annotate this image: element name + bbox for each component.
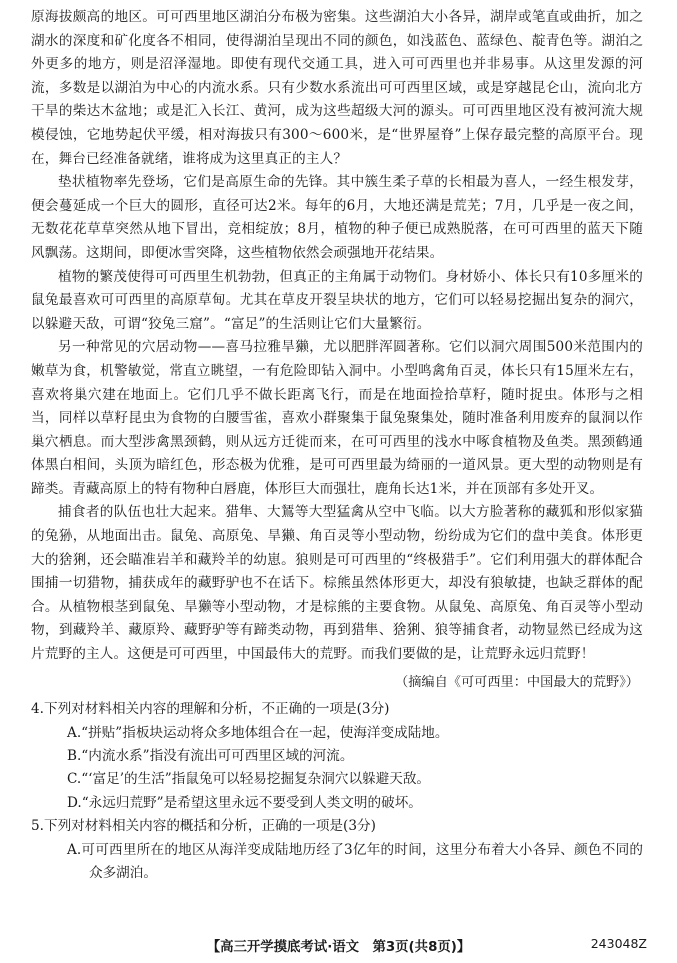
paragraph-2: 垫状植物率先登场，它们是高原生命的先锋。其中簇生柔子草的长相最为喜人，一经生根发芽，便会蔓延成一个巨大的圆形，直径可达2米。每年的6月，大地还满是荒芜；7月，几乎是一夜之间，无数花花草草突然从地下冒出，竞相绽放；8月，植物的种子便已成熟脱落，在可可西里的蓝天下随风飘荡。这期间，即便冰雪突降，这些植物依然会顽强地开花结果。 (31, 174, 643, 261)
question-4-option-d: D.“永远归荒野”是希望这里永远不要受到人类文明的破坏。 (67, 794, 422, 811)
question-4-option-b: B.“内流水系”指没有流出可可西里区域的河流。 (67, 748, 354, 765)
question-5-option-a: A.可可西里所在的地区从海洋变成陆地历经了3亿年的时间，这里分布着大小各异、颜色不同的众多湖泊。 (67, 841, 643, 882)
footer-code: 243048Z (590, 936, 647, 951)
question-5 (31, 815, 643, 885)
question-4 (31, 698, 643, 815)
paragraph-3: 植物的繁茂使得可可西里生机勃勃，但真正的主角属于动物们。身材娇小、体长只有10多厘米的鼠兔最喜欢可可西里的高原草甸。尤其在草皮开裂呈块状的地方，它们可以轻易挖掘出复杂的洞穴，以躲避天敌，可谓“狡兔三窟”。“富足”的生活则让它们大量繁衍。 (31, 268, 643, 332)
passage (31, 6, 643, 667)
question-4-option-c: C.“‘富足’的生活”指鼠兔可以轻易挖掘复杂洞穴以躲避天敌。 (67, 771, 431, 788)
paragraph-4: 另一种常见的穴居动物——喜马拉雅旱獭，尤以肥胖浑圆著称。它们以洞穴周围500米范围内的嫩草为食，机警敏觉，常直立眺望，一有危险即钻入洞中。小型鸣禽角百灵，体长只有15厘米左右，喜欢将巢穴建在地面上。它们几乎不做长距离飞行，而是在地面捡拾草籽，随时捉虫。体形与之相当，同样以草籽昆虫为食物的白腰雪雀，喜欢小群聚集于鼠兔聚集处，随时准备利用废弃的鼠洞以作巢穴栖息。而大型涉禽黑颈鹤，则从远方迁徙而来，在可可西里的浅水中啄食植物及鱼类。黑颈鹤通体黑白相间，头顶为暗红色，形态极为优雅，是可可西里最为绮丽的一道风景。更大型的动物则是有蹄类。青藏高原上的特有物种白唇鹿，体形巨大而强壮，鹿角长达1米，并在顶部有多处开叉。 (31, 339, 643, 497)
question-4-title: 4.下列对材料相关内容的理解和分析，不正确的一项是(3分) (31, 701, 390, 718)
footer-label: 【高三开学摸底考试·语文 第3页(共8页)】 (206, 940, 471, 955)
page-footer (0, 934, 677, 956)
source-citation: （摘编自《可可西里：中国最大的荒野》） (395, 674, 639, 690)
paragraph-1: 原海拔颇高的地区。可可西里地区湖泊分布极为密集。这些湖泊大小各异，湖岸或笔直或曲折，加之湖水的深度和矿化度各不相同，使得湖泊呈现出不同的颜色，如浅蓝色、蓝绿色、靛青色等。湖泊之外更多的地方，则是沼泽湿地。即使有现代交通工具，进入可可西里也并非易事。从这里发源的河流，多数是以湖泊为中心的内流水系。只有少数水系流出可可西里区域，或是穿越昆仑山，流向北方干旱的柴达木盆地；或是汇入长江、黄河，成为这些超级大河的源头。可可西里地区没有被河流大规模侵蚀，它地势起伏平缓，相对海拔只有300～600米，是“世界屋脊”上保存最完整的高原平台。现在，舞台已经准备就绪，谁将成为这里真正的主人？ (31, 9, 643, 167)
question-5-title: 5.下列对材料相关内容的概括和分析，正确的一项是(3分) (31, 818, 376, 835)
paragraph-5: 捕食者的队伍也壮大起来。猎隼、大鵟等大型猛禽从空中飞临。以大方脸著称的藏狐和形似家猫的兔狲，从地面出击。鼠兔、高原兔、旱獭、角百灵等小型动物，纷纷成为它们的盘中美食。体形更大的猞猁，还会瞄准岩羊和藏羚羊的幼崽。狼则是可可西里的“终极猎手”。它们利用强大的群体配合围捕一切猎物，捕获成年的藏野驴也不在话下。棕熊虽然体形更大，却没有狼敏捷，也缺乏群体的配合。从植物根茎到鼠兔、旱獭等小型动物，才是棕熊的主要食物。从鼠兔、高原兔、角百灵等小型动物，到藏羚羊、藏原羚、藏野驴等有蹄类动物，再到猎隼、猞猁、狼等捕食者，动物显然已经成为这片荒野的主人。这便是可可西里，中国最伟大的荒野。而我们要做的是，让荒野永远归荒野！ (31, 504, 643, 663)
question-4-option-a: A.“拼贴”指板块运动将众多地体组合在一起，使海洋变成陆地。 (67, 724, 449, 741)
